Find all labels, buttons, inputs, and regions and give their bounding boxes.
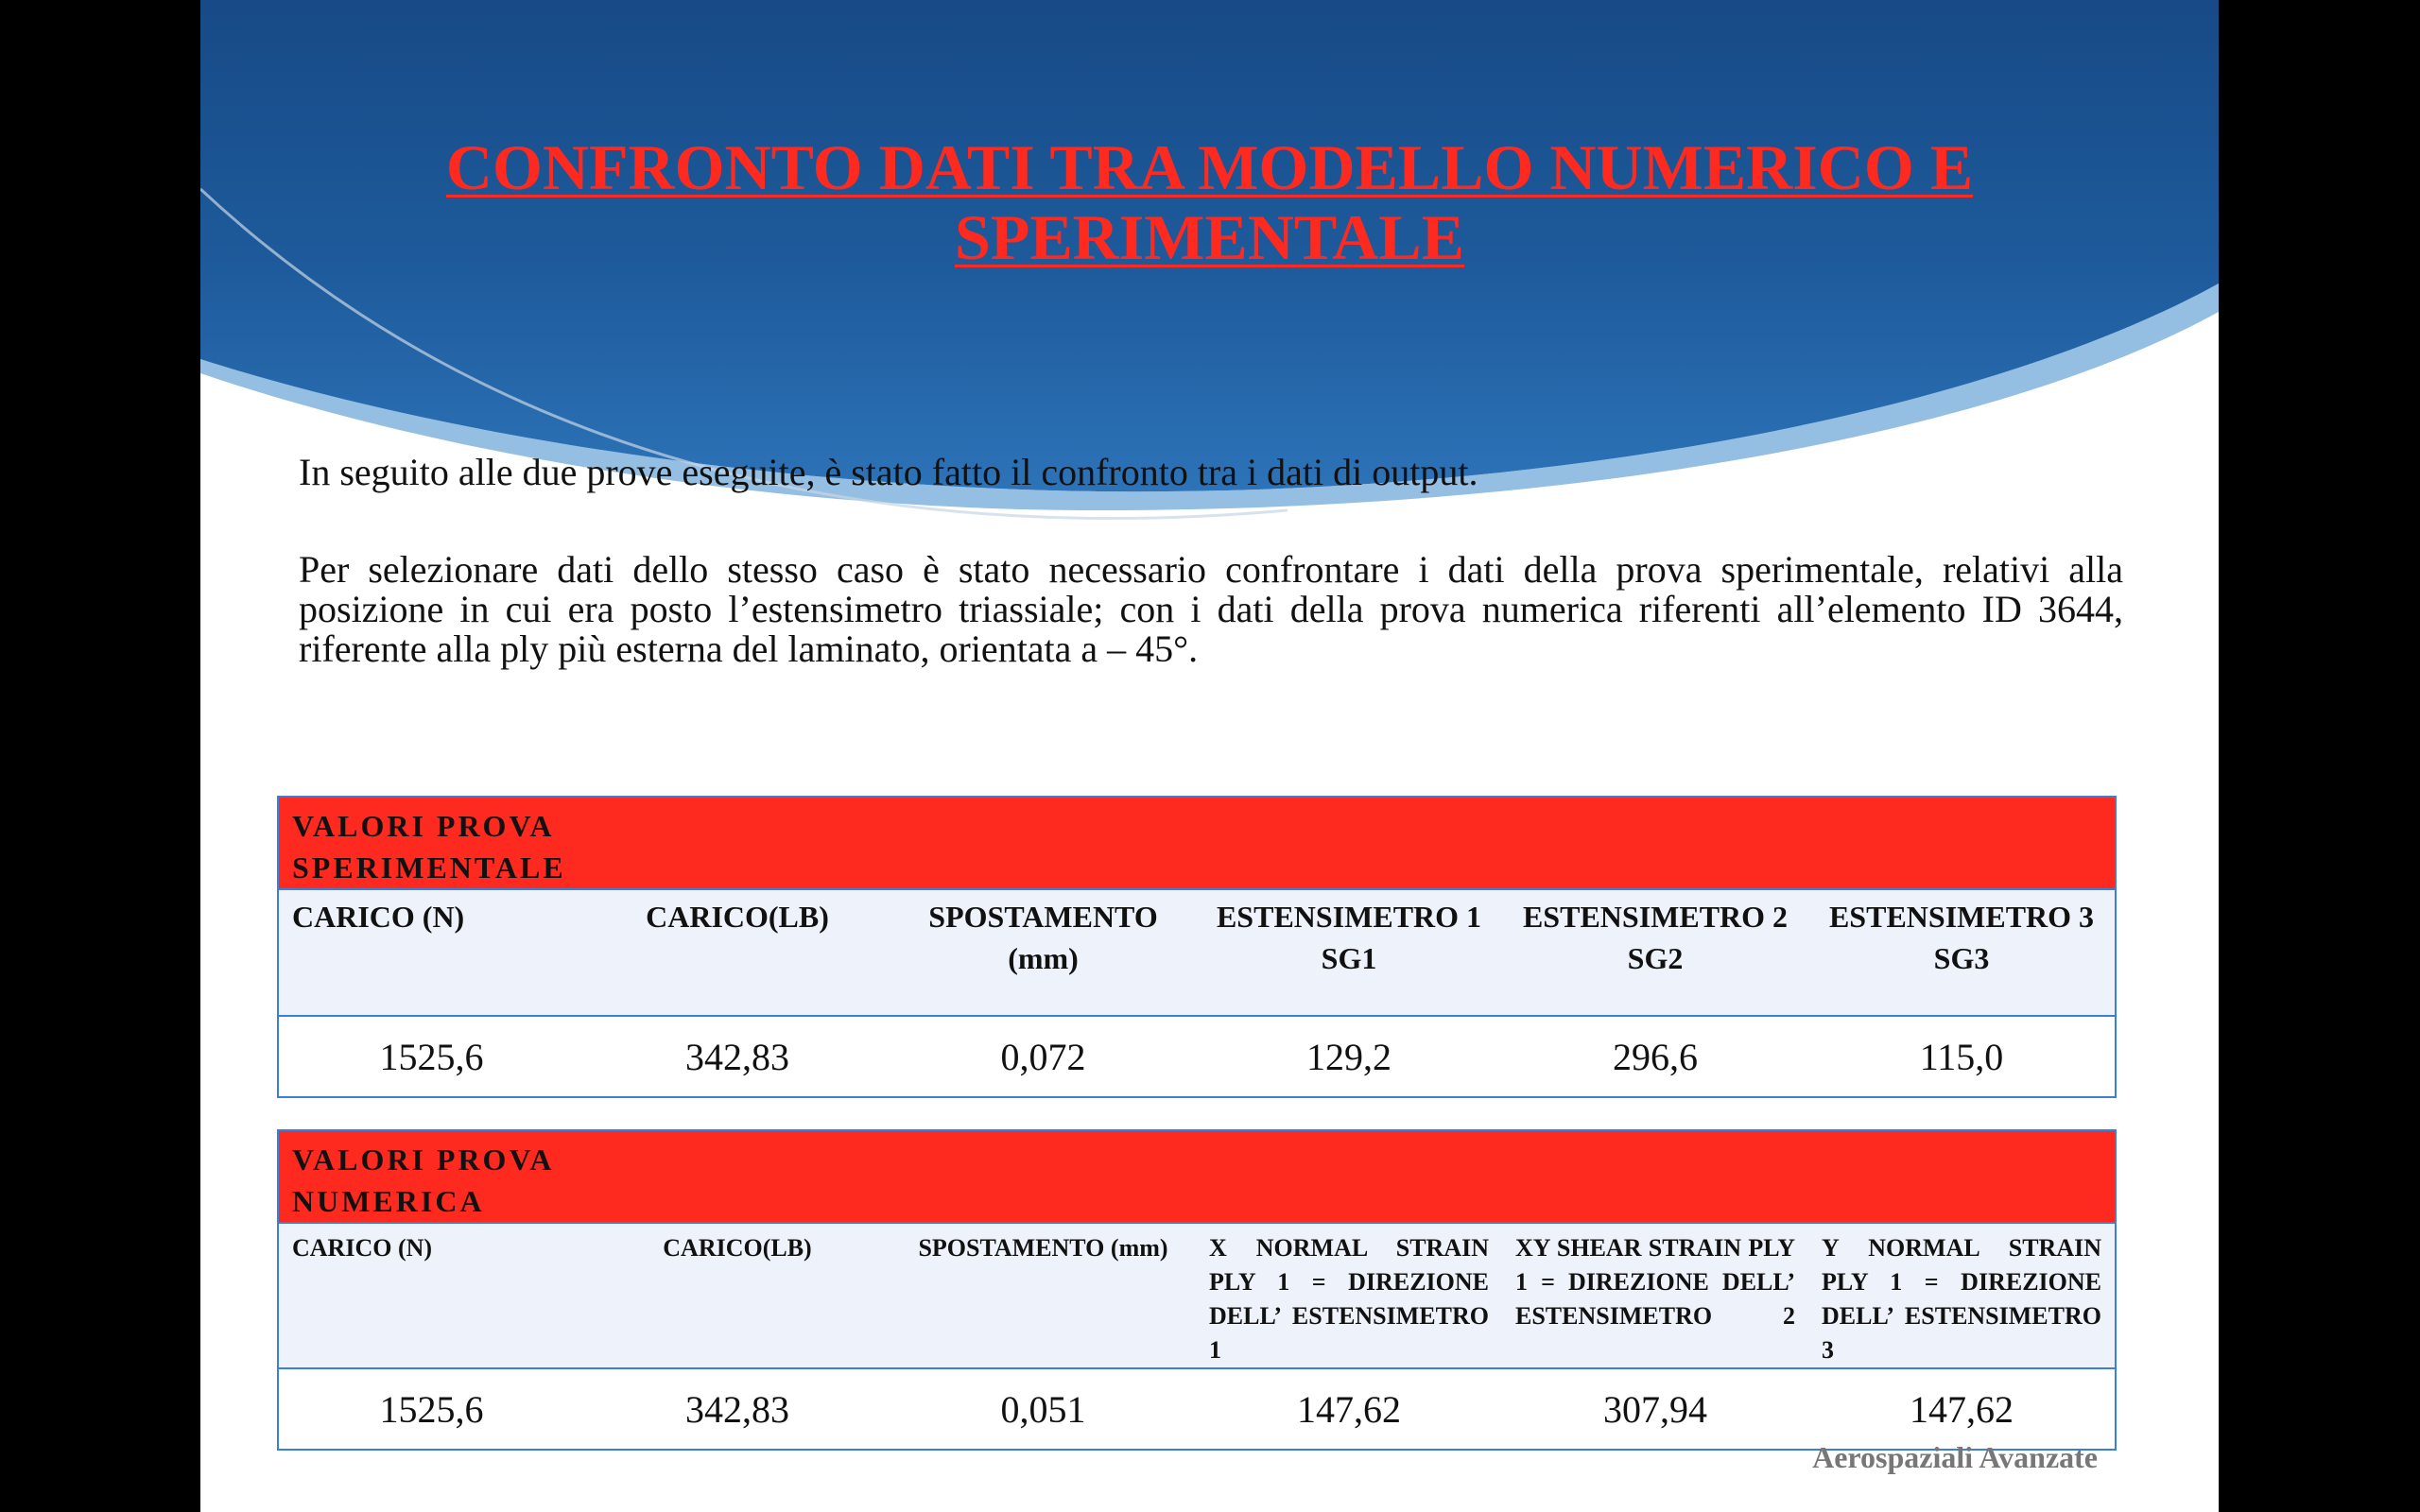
column-header: ESTENSIMETRO 1 SG1	[1196, 889, 1502, 1016]
numerical-table	[279, 1131, 2115, 1449]
value-cell: 129,2	[1196, 1016, 1502, 1096]
column-header: ESTENSIMETRO 2 SG2	[1502, 889, 1808, 1016]
value-cell: 342,83	[584, 1016, 890, 1096]
footer-text: Aerospaziali Avanzate	[1812, 1440, 2098, 1474]
method-paragraph: Per selezionare dati dello stesso caso è stato necessario confrontare i dati della prova sperimentale, relativi alla posizione in cui era posto l’estensimetro triassiale; con i dati della prova numerica riferenti all’elemento ID 3644, riferente alla ply più esterna del laminato, orientata a – 45°.	[299, 548, 2123, 670]
header-spacer	[890, 1131, 2115, 1223]
numerical-header-row	[279, 1131, 2115, 1223]
column-header: ESTENSIMETRO 3 SG3	[1808, 889, 2115, 1016]
experimental-table	[279, 798, 2115, 1096]
column-header: SPOSTAMENTO (mm)	[890, 889, 1196, 1016]
slide-title	[200, 132, 2219, 272]
column-header: X NORMAL STRAIN PLY 1 = DIREZIONE DELL’ ESTENSIMETRO 1	[1196, 1223, 1502, 1368]
value-cell: 115,0	[1808, 1016, 2115, 1096]
numerical-header	[279, 1131, 890, 1223]
value-cell: 1525,6	[279, 1368, 584, 1449]
value-cell: 0,072	[890, 1016, 1196, 1096]
column-header: SPOSTAMENTO (mm)	[890, 1223, 1196, 1368]
column-header: Y NORMAL STRAIN PLY 1 = DIREZIONE DELL’ ESTENSIMETRO 3	[1808, 1223, 2115, 1368]
column-header: CARICO (N)	[279, 889, 584, 1016]
numerical-column-row	[279, 1223, 2115, 1368]
experimental-column-row	[279, 889, 2115, 1016]
column-header: CARICO(LB)	[584, 889, 890, 1016]
column-header: CARICO (N)	[279, 1223, 584, 1368]
experimental-value-row	[279, 1016, 2115, 1096]
value-cell: 147,62	[1808, 1368, 2115, 1449]
experimental-header	[279, 798, 890, 889]
title-line-1: CONFRONTO DATI TRA MODELLO NUMERICO E	[445, 131, 1974, 203]
slide	[200, 0, 2219, 1512]
experimental-header-row	[279, 798, 2115, 889]
column-header: CARICO(LB)	[584, 1223, 890, 1368]
value-cell: 147,62	[1196, 1368, 1502, 1449]
numerical-value-row	[279, 1368, 2115, 1449]
numerical-header-label: VALORI PROVA NUMERICA	[292, 1143, 553, 1218]
title-line-2: SPERIMENTALE	[954, 201, 1465, 273]
value-cell: 1525,6	[279, 1016, 584, 1096]
value-cell: 342,83	[584, 1368, 890, 1449]
header-spacer	[890, 798, 2115, 889]
intro-paragraph: In seguito alle due prove eseguite, è stato fatto il confronto tra i dati di output.	[299, 451, 1478, 493]
value-cell: 0,051	[890, 1368, 1196, 1449]
value-cell: 307,94	[1502, 1368, 1808, 1449]
column-header: XY SHEAR STRAIN PLY 1 = DIREZIONE DELL’ ESTENSIMETRO 2	[1502, 1223, 1808, 1368]
experimental-header-label: VALORI PROVA SPERIMENTALE	[292, 809, 566, 885]
value-cell: 296,6	[1502, 1016, 1808, 1096]
